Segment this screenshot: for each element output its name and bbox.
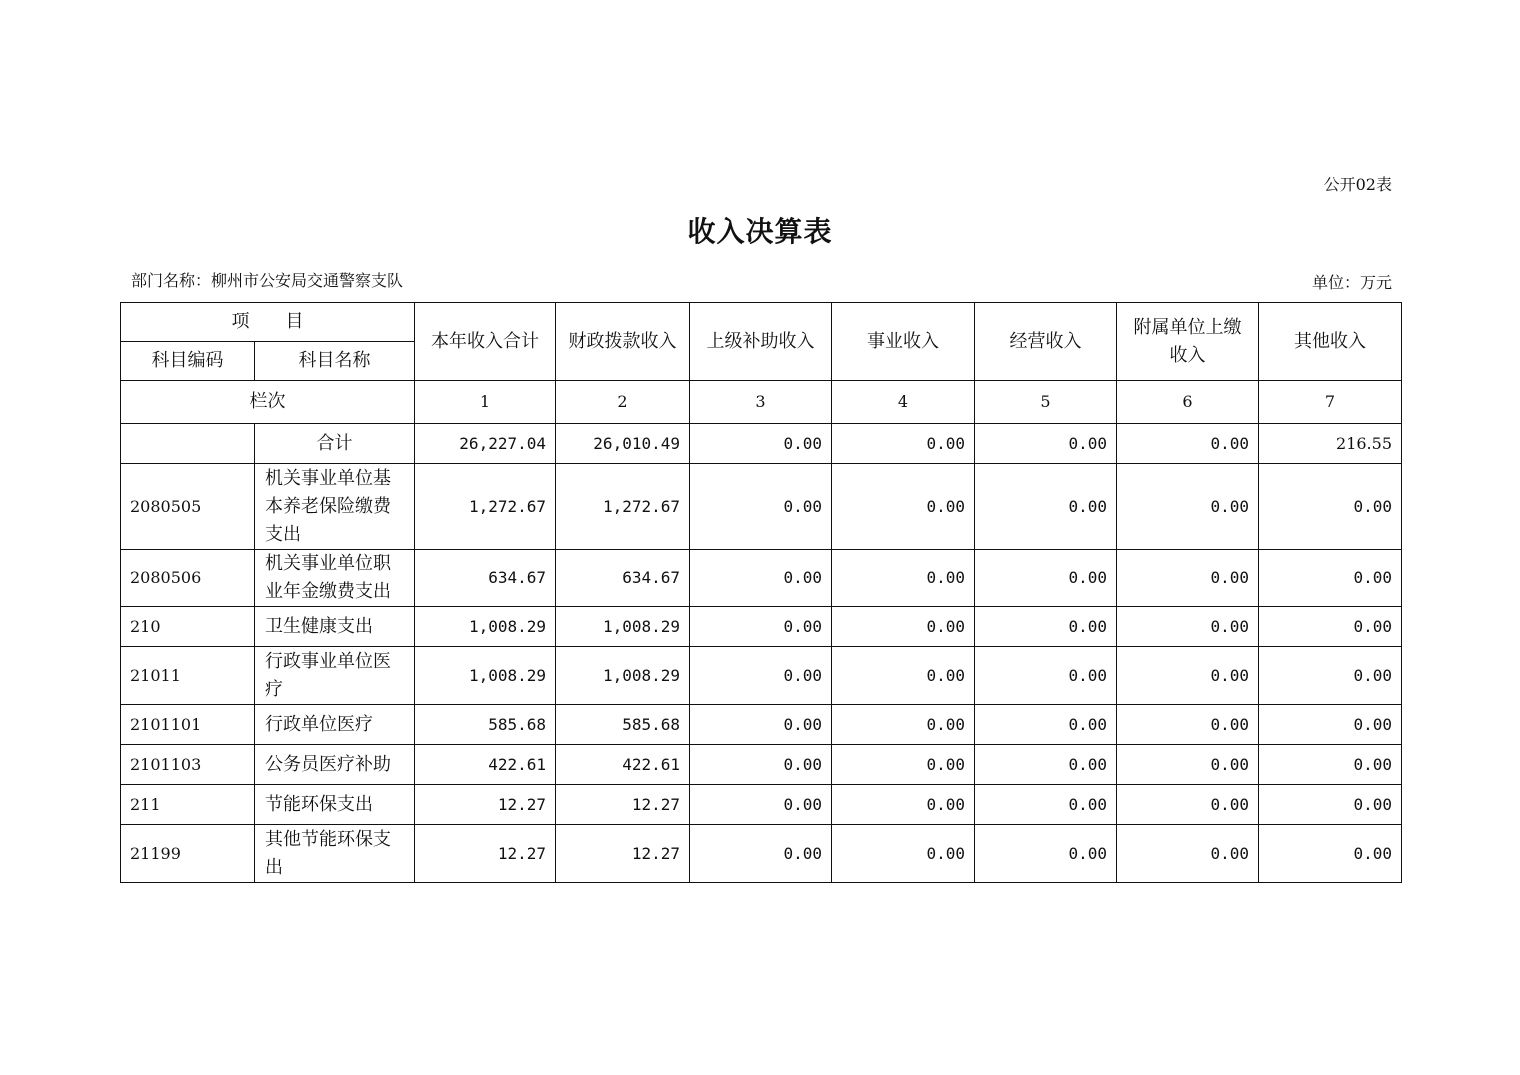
row-value: 0.00 [1117,745,1259,785]
table-row [121,607,1402,647]
table-row [121,785,1402,825]
row-value: 0.00 [975,785,1117,825]
row-value: 0.00 [690,785,832,825]
code-header: 科目编码 [121,342,255,381]
rank-number: 7 [1259,381,1402,424]
row-value: 0.00 [1117,705,1259,745]
page-title: 收入决算表 [687,215,833,248]
row-value: 422.61 [415,745,556,785]
name-header: 科目名称 [255,342,415,381]
row-value: 422.61 [556,745,690,785]
row-code: 21199 [121,825,255,883]
row-value: 0.00 [975,745,1117,785]
row-value: 0.00 [1259,550,1402,607]
row-code: 210 [121,607,255,647]
department-label: 部门名称：柳州市公安局交通警察支队 [131,271,404,290]
rank-number: 4 [832,381,975,424]
row-value: 0.00 [1117,607,1259,647]
rank-number: 6 [1117,381,1259,424]
row-value: 585.68 [415,705,556,745]
row-value: 0.00 [832,745,975,785]
row-code: 21011 [121,647,255,705]
row-value: 12.27 [556,785,690,825]
row-value: 0.00 [832,647,975,705]
row-value: 0.00 [975,550,1117,607]
row-value: 0.00 [690,745,832,785]
row-value: 0.00 [1117,825,1259,883]
row-value: 0.00 [1259,745,1402,785]
rank-label: 栏次 [121,381,415,424]
row-value: 0.00 [832,785,975,825]
total-value: 0.00 [975,424,1117,464]
row-value: 0.00 [1117,550,1259,607]
total-value: 0.00 [832,424,975,464]
table-row [121,464,1402,550]
row-name: 行政单位医疗 [255,705,415,745]
total-code [121,424,255,464]
row-value: 585.68 [556,705,690,745]
table-row [121,745,1402,785]
row-value: 0.00 [975,647,1117,705]
row-value: 1,008.29 [415,647,556,705]
row-value: 0.00 [690,607,832,647]
row-value: 1,008.29 [556,607,690,647]
row-value: 1,272.67 [556,464,690,550]
row-value: 0.00 [1259,607,1402,647]
row-value: 0.00 [1259,647,1402,705]
col-header: 本年收入合计 [415,303,556,381]
col-header: 财政拨款收入 [556,303,690,381]
rank-number: 2 [556,381,690,424]
total-row [121,424,1402,464]
unit-label: 单位：万元 [1311,273,1392,292]
row-name: 机关事业单位基本养老保险缴费支出 [255,464,415,550]
income-table [120,302,1402,883]
row-value: 1,008.29 [556,647,690,705]
row-value: 0.00 [690,647,832,705]
row-value: 0.00 [975,705,1117,745]
row-value: 0.00 [832,464,975,550]
row-value: 0.00 [690,825,832,883]
table-row [121,647,1402,705]
row-value: 634.67 [556,550,690,607]
row-value: 0.00 [1259,705,1402,745]
row-value: 0.00 [832,550,975,607]
row-value: 0.00 [1259,464,1402,550]
row-value: 0.00 [832,705,975,745]
row-code: 211 [121,785,255,825]
row-value: 0.00 [975,464,1117,550]
row-code: 2080505 [121,464,255,550]
form-code: 公开02表 [1323,175,1392,194]
table-row [121,550,1402,607]
row-value: 0.00 [690,705,832,745]
row-value: 0.00 [690,550,832,607]
row-value: 1,272.67 [415,464,556,550]
col-header: 经营收入 [975,303,1117,381]
rank-row [121,381,1402,424]
row-value: 634.67 [415,550,556,607]
total-value: 0.00 [690,424,832,464]
row-value: 0.00 [832,607,975,647]
col-header: 事业收入 [832,303,975,381]
row-value: 12.27 [415,825,556,883]
rank-number: 3 [690,381,832,424]
col-header: 其他收入 [1259,303,1402,381]
row-value: 0.00 [690,464,832,550]
col-header: 附属单位上缴收入 [1117,303,1259,381]
rank-number: 5 [975,381,1117,424]
row-value: 1,008.29 [415,607,556,647]
row-code: 2101101 [121,705,255,745]
row-value: 0.00 [1259,785,1402,825]
row-value: 0.00 [975,825,1117,883]
row-name: 行政事业单位医疗 [255,647,415,705]
total-value: 26,010.49 [556,424,690,464]
row-name: 公务员医疗补助 [255,745,415,785]
row-value: 0.00 [1117,464,1259,550]
row-value: 0.00 [975,607,1117,647]
total-value: 26,227.04 [415,424,556,464]
col-header: 上级补助收入 [690,303,832,381]
row-name: 节能环保支出 [255,785,415,825]
group-header: 项 目 [121,303,415,342]
row-value: 12.27 [556,825,690,883]
row-value: 0.00 [1117,785,1259,825]
row-code: 2101103 [121,745,255,785]
row-code: 2080506 [121,550,255,607]
row-value: 12.27 [415,785,556,825]
row-name: 其他节能环保支出 [255,825,415,883]
row-value: 0.00 [832,825,975,883]
table-row [121,825,1402,883]
row-name: 机关事业单位职业年金缴费支出 [255,550,415,607]
row-name: 卫生健康支出 [255,607,415,647]
table-row [121,705,1402,745]
header-row-1 [121,303,1402,342]
rank-number: 1 [415,381,556,424]
total-value: 216.55 [1259,424,1402,464]
row-value: 0.00 [1259,825,1402,883]
total-name: 合计 [255,424,415,464]
row-value: 0.00 [1117,647,1259,705]
total-value: 0.00 [1117,424,1259,464]
